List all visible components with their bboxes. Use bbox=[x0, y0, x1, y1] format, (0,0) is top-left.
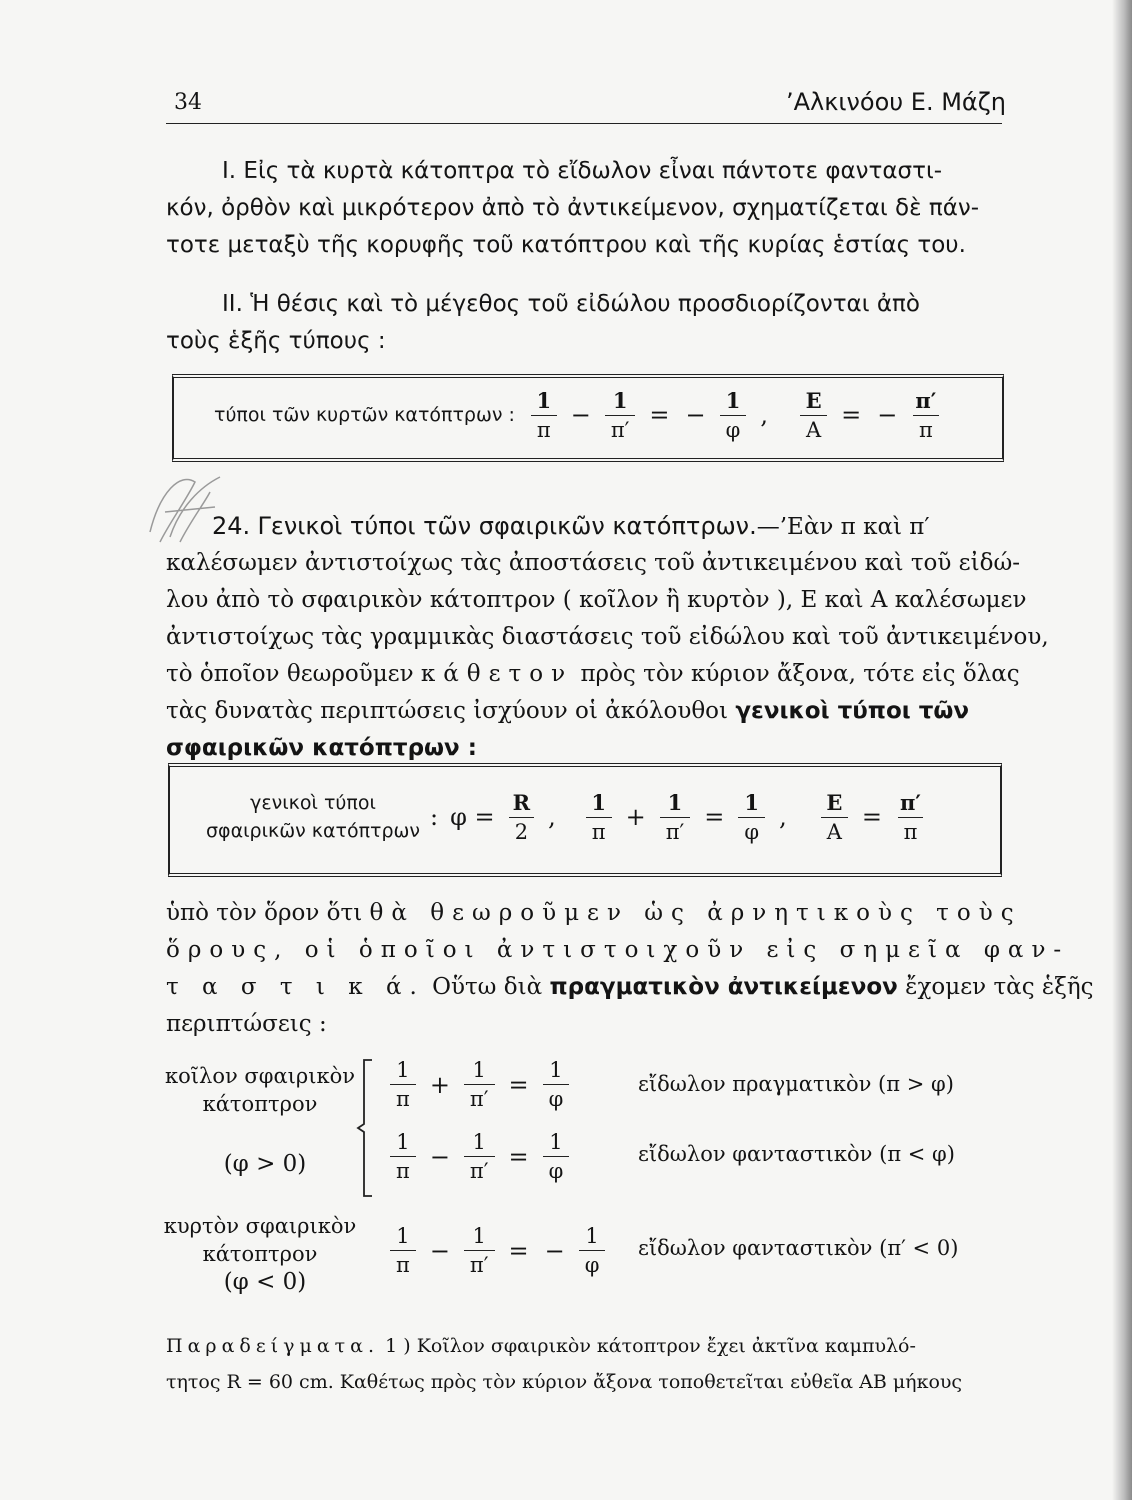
operator: = bbox=[704, 803, 725, 831]
fraction: $\frac{1}{\varphi}$ bbox=[738, 790, 765, 844]
operator: + bbox=[625, 803, 646, 831]
operator: − bbox=[877, 401, 898, 429]
text-line: περιπτώσεις : bbox=[166, 1011, 327, 1037]
section-lead: —’Εὰν π καὶ π′ bbox=[756, 514, 930, 540]
fraction: $\frac{1}{\pi'}$ bbox=[605, 388, 636, 442]
convex-formula bbox=[384, 1224, 611, 1277]
operator: φ = bbox=[450, 803, 495, 831]
section-24-body bbox=[166, 545, 1049, 767]
operator: = bbox=[508, 1070, 529, 1099]
fraction: $\frac{1}{\pi}$ bbox=[390, 1130, 416, 1183]
operator: − bbox=[570, 401, 591, 429]
fraction: $\frac{1}{\pi}$ bbox=[531, 388, 557, 442]
brace-icon bbox=[356, 1058, 376, 1198]
fraction: $\frac{1}{\pi}$ bbox=[390, 1058, 416, 1111]
fraction: $\frac{1}{\pi'}$ bbox=[464, 1130, 495, 1183]
examples-paragraph bbox=[166, 1328, 1002, 1400]
page-number: 34 bbox=[174, 90, 202, 115]
operator: + bbox=[429, 1070, 450, 1099]
concave-condition: (φ > 0) bbox=[223, 1151, 307, 1177]
general-formula-box bbox=[168, 763, 1002, 877]
fraction: $\frac{1}{\varphi}$ bbox=[543, 1058, 570, 1111]
page-edge-shadow bbox=[1112, 0, 1132, 1500]
text-line: σφαιρικῶν κατόπτρων : bbox=[166, 735, 477, 761]
formula-label: τύποι τῶν κυρτῶν κατόπτρων : bbox=[214, 404, 515, 426]
result-virtual-image: εἴδωλον φανταστικὸν (π < φ) bbox=[638, 1142, 955, 1166]
text-line: τ α σ τ ι κ ά. Οὕτω διὰ πραγματικὸν ἀντικείμενον ἔχομεν τὰς ἑξῆς bbox=[166, 974, 1094, 1000]
text-line: ὅρους, οἱ ὁποῖοι ἀντιστοιχοῦν εἰς σημεῖα φαν- bbox=[166, 937, 1070, 963]
concave-virtual-formula bbox=[384, 1130, 575, 1183]
text-line: τοτε μεταξὺ τῆς κορυφῆς τοῦ κατόπτρου καὶ τῆς κυρίας ἑστίας του. bbox=[166, 232, 966, 258]
concave-mirror-label: κοῖλον σφαιρικὸν κάτοπτρον bbox=[165, 1064, 355, 1116]
concave-real-formula bbox=[384, 1058, 575, 1111]
operator: = bbox=[508, 1236, 529, 1265]
text-line: τητος R = 60 cm. Καθέτως πρὸς τὸν κύριον ἄξονα τοποθετεῖται εὐθεῖα ΑΒ μήκους bbox=[166, 1371, 963, 1393]
text-line: κόν, ὀρθὸν καὶ μικρότερον ἀπὸ τὸ ἀντικείμενον, σχηματίζεται δὲ πάν- bbox=[166, 195, 979, 221]
operator: = bbox=[508, 1142, 529, 1171]
operator: − bbox=[685, 401, 706, 429]
text-line: τοὺς ἑξῆς τύπους : bbox=[166, 328, 386, 354]
text-line: τὰς δυνατὰς περιπτώσεις ἰσχύουν οἱ ἀκόλουθοι γενικοὶ τύποι τῶν bbox=[166, 698, 970, 724]
header-rule bbox=[166, 123, 1002, 124]
section-24-heading-line bbox=[212, 508, 1002, 546]
fraction: $\frac{1}{\varphi}$ bbox=[720, 388, 747, 442]
fraction: $\frac{1}{\pi'}$ bbox=[660, 790, 691, 844]
text-line: ὑπὸ τὸν ὅρον ὅτι θὰ θεωροῦμεν ὡς ἀρνητικοὺς τοὺς bbox=[166, 900, 1022, 926]
operator: = bbox=[649, 401, 670, 429]
convex-formula-box bbox=[172, 374, 1004, 462]
fraction: $\frac{R}{2}$ bbox=[509, 790, 534, 844]
operator: : bbox=[430, 803, 439, 831]
fraction: $\frac{\pi'}{\pi}$ bbox=[911, 388, 940, 442]
text-line: Ι. Εἰς τὰ κυρτὰ κάτοπτρα τὸ εἴδωλον εἶναι πάντοτε φανταστι- bbox=[222, 158, 943, 184]
text-line: Παραδείγματα. 1 ) Κοῖλον σφαιρικὸν κάτοπτρον ἔχει ἀκτῖνα καμπυλό- bbox=[166, 1335, 916, 1357]
result-virtual-image-convex: εἴδωλον φανταστικὸν (π′ < 0) bbox=[638, 1236, 959, 1260]
running-head: ’Αλκινόου Ε. Μάζη bbox=[786, 88, 1007, 116]
text-line: ἀντιστοίχως τὰς γραμμικὰς διαστάσεις τοῦ εἰδώλου καὶ τοῦ ἀντικειμένου, bbox=[166, 624, 1049, 650]
fraction: $\frac{1}{\pi'}$ bbox=[464, 1224, 495, 1277]
operator: − bbox=[429, 1236, 450, 1265]
text-line: καλέσωμεν ἀντιστοίχως τὰς ἀποστάσεις τοῦ ἀντικειμένου καὶ τοῦ εἰδώ- bbox=[166, 550, 1020, 576]
result-real-image: εἴδωλον πραγματικὸν (π > φ) bbox=[638, 1072, 954, 1096]
text-line: τὸ ὁποῖον θεωροῦμεν κάθετον πρὸς τὸν κύριον ἄξονα, τότε εἰς ὅλας bbox=[166, 661, 1020, 687]
convex-mirror-label: κυρτὸν σφαιρικὸν κάτοπτρον bbox=[163, 1214, 357, 1266]
operator: = bbox=[841, 401, 862, 429]
fraction: $\frac{1}{\pi}$ bbox=[390, 1224, 416, 1277]
text-line: λου ἀπὸ τὸ σφαιρικὸν κάτοπτρον ( κοῖλον ἢ κυρτὸν ), Ε καὶ Α καλέσωμεν bbox=[166, 587, 1027, 613]
operator: , bbox=[548, 803, 556, 831]
text-line: ΙΙ. Ἡ θέσις καὶ τὸ μέγεθος τοῦ εἰδώλου προσδιορίζονται ἀπὸ bbox=[222, 291, 920, 317]
operator: − bbox=[429, 1142, 450, 1171]
operator: , bbox=[779, 803, 787, 831]
fraction: $\frac{E}{A}$ bbox=[800, 388, 827, 442]
convex-condition: (φ < 0) bbox=[223, 1269, 307, 1295]
section-title: Γενικοὶ τύποι τῶν σφαιρικῶν κατόπτρων. bbox=[257, 512, 757, 540]
formula-label: γενικοὶ τύποι σφαιρικῶν κατόπτρων bbox=[206, 792, 421, 842]
fraction: $\frac{\pi'}{\pi}$ bbox=[896, 790, 925, 844]
fraction: $\frac{1}{\varphi}$ bbox=[579, 1224, 606, 1277]
sign-convention-paragraph bbox=[166, 895, 1094, 1043]
operator: , bbox=[760, 401, 768, 429]
fraction: $\frac{1}{\varphi}$ bbox=[543, 1130, 570, 1183]
rule-one-paragraph bbox=[166, 153, 1002, 264]
fraction: $\frac{E}{A}$ bbox=[821, 790, 848, 844]
operator: = bbox=[861, 803, 883, 831]
fraction: $\frac{1}{\pi}$ bbox=[586, 790, 612, 844]
section-number: 24. bbox=[212, 512, 251, 540]
fraction: $\frac{1}{\pi'}$ bbox=[464, 1058, 495, 1111]
rule-two-paragraph bbox=[166, 286, 1002, 360]
operator: − bbox=[544, 1236, 565, 1265]
